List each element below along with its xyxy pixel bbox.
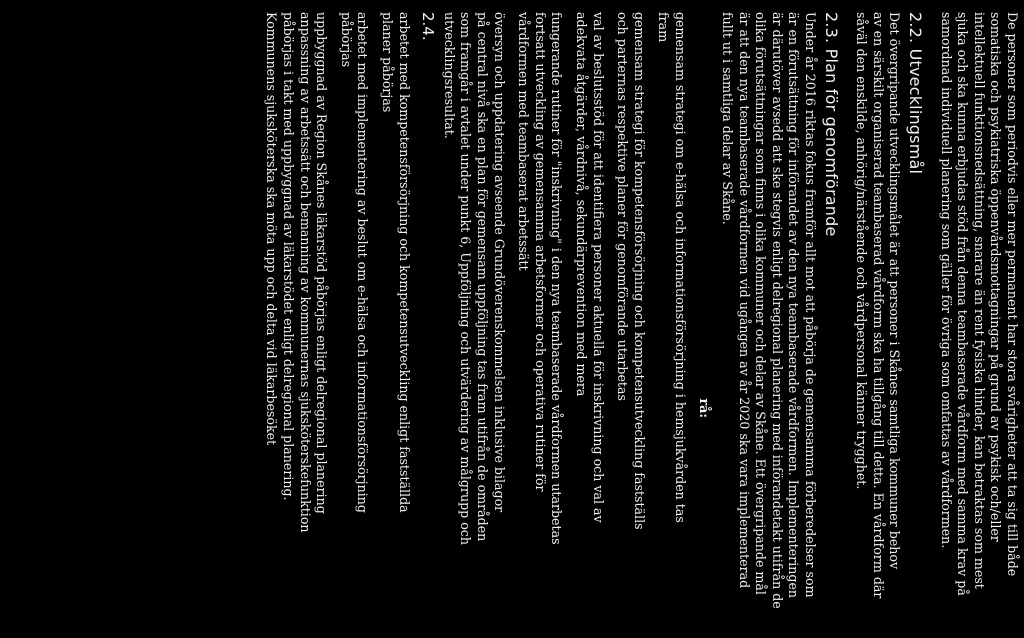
list-item-line: översyn och uppdatering avseende Grundöverenskommelsen inklusive bilagor (491, 12, 507, 513)
list-item (515, 12, 565, 630)
list-item-line: och parternas respektive planer för genomförande utarbetas (615, 12, 631, 401)
list-item-line: arbetet med kompetensförsörjning och kompetensutveckling enligt fastställda (396, 12, 412, 513)
section-2-3-heading: 2.3. Plan för genomförande (821, 12, 841, 237)
list-item-line: val av beslutsstöd för att identifiera personer aktuella för inskrivning och val av (590, 12, 606, 523)
paragraph-line: av en särskilt organiserad teambaserad vårdform ska ha tillgång till detta. En vårdform där (870, 12, 886, 599)
paragraph-line: Under år 2016 riktas fokus framför allt mot att påbörja de gemensamma förberedelser som (803, 12, 819, 598)
list-item-line: anpassning av arbetssätt och bemanning av kommunernas sjuksköterskefunktion (297, 12, 313, 533)
list-item-line: utvecklingsresultat. (441, 12, 457, 139)
list-item (572, 12, 605, 630)
section-2-2-paragraph (853, 12, 903, 630)
list-item-line: uppbyggnad av Region Skånes läkarstöd påbörjas enligt delregional planering (314, 12, 330, 514)
paragraph-line: Det övergripande utvecklingsmålet är att personer i Skånes samtliga kommuner behov (887, 12, 903, 570)
intro-line: somatiska och psykiatriska öppenvårdsmottagningar på grund av psykisk och/eller (988, 12, 1004, 542)
list-item (440, 12, 506, 630)
list-item-line: påbörjas i takt med uppbyggnad av läkarstödet enligt delregional planering. (281, 12, 297, 501)
section-2-3-subheading: rå: (697, 398, 713, 418)
list-item (378, 12, 411, 630)
section-2-4-list (263, 12, 412, 630)
list-item-line: planer påbörjas (380, 12, 395, 113)
list-item-line: gemensam strategi för kompetensförsörjning och kompetensutveckling fastställs (631, 12, 647, 530)
list-item (614, 12, 647, 630)
paragraph-line: är att den nya teambaserade vårdformen vid ugången av år 2020 ska vara implementerad (736, 12, 752, 589)
paragraph-line: är en förutsättning för införandet av den nya teambaserade vårdformen. Implementeringen (786, 12, 802, 599)
paragraph-line: olika förutsättningar som finns i olika kommuner och delar av Skåne. Ett övergripande mål (753, 12, 769, 595)
list-item-line: fungerande rutiner för "inskrivning" i den nya teambaserade vårdformen utarbetas (549, 12, 565, 545)
intro-line: intellektuell funktionsnedsättning, snarare än rent fysiska hinder, kan betraktas som mest (971, 12, 987, 589)
list-item-line: gemensam strategi om e-hälsa och informationsförsörjning i hemsjukvården tas (672, 12, 688, 523)
list-item-line: som framgår i avtalet under punkt 6, Uppföljning och utvärdering av målgrupp och (458, 12, 474, 545)
list-item-line: på central nivå ska en plan för gemensam uppföljning tas fram utifrån de områden (474, 12, 490, 542)
list-item-line: vårdformen med teambaserat arbetssätt (516, 12, 532, 271)
intro-line: De personer som periodvis eller mer permanent har stora svårigheter att ta sig till både (1005, 12, 1020, 577)
section-2-3-list (440, 12, 688, 630)
list-item (655, 12, 688, 630)
section-2-4-heading: 2.4. (419, 12, 438, 41)
list-item-line: fram (656, 12, 672, 43)
list-item (263, 12, 329, 630)
list-item-line: arbetet med implementering av beslut om e-hälsa och informationsförsörjning (355, 12, 371, 513)
list-item-line: fortsatt utveckling av gemensamma arbetsformer och operativa rutiner för (532, 12, 548, 492)
list-item-line: Kommunens sjuksköterska ska möta upp och delta vid läkarbesöket (264, 12, 280, 446)
section-2-3-paragraph (719, 12, 819, 630)
intro-line: samordnad individuell planering som gäller för övriga som omfattas av vårdformen. (938, 12, 954, 549)
paragraph-line: fullt ut i samtliga delar av Skåne. (720, 12, 736, 225)
paragraph-line: är därutöver avsedd att ske stegvis enligt delregional planering med införandetakt utifrån de (769, 12, 785, 609)
list-item (337, 12, 370, 630)
list-item-line: påbörjas (338, 12, 354, 68)
intro-paragraph (937, 12, 1020, 630)
list-item-line: adekvata åtgärder, vårdnivå, sekundärprevention med mera (573, 12, 589, 397)
paragraph-line: såväl den enskilde, anhörig/närstående och vårdpersonal känner trygghet. (854, 12, 870, 490)
section-2-2-heading: 2.2. Utvecklingsmål (906, 12, 926, 175)
intro-line: sjuka och ska kunna erbjudas stöd från denna teambaserade vårdform med samma krav på (955, 12, 971, 596)
